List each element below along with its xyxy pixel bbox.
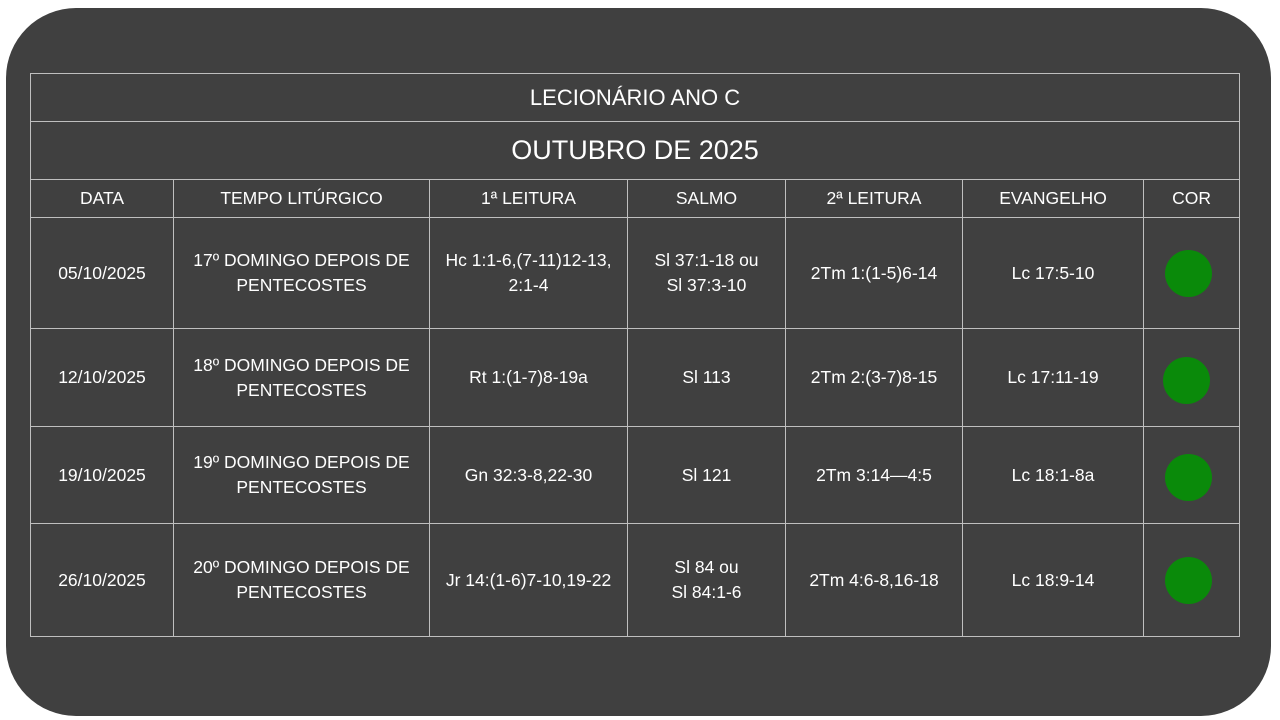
season-line: PENTECOSTES [236, 582, 367, 602]
header-row [31, 180, 1240, 218]
header-color: COR [1144, 180, 1240, 218]
season-line: PENTECOSTES [236, 379, 367, 400]
header-date: DATA [31, 180, 174, 218]
season-cell [174, 329, 430, 427]
table-row [31, 524, 1240, 637]
season-cell [174, 524, 430, 637]
table-row [31, 427, 1240, 524]
month-row [31, 122, 1240, 180]
header-first-reading: 1ª LEITURA [430, 180, 628, 218]
date-cell: 26/10/2025 [31, 524, 174, 637]
first-reading-cell [430, 329, 628, 427]
second-reading-cell: 2Tm 4:6-8,16-18 [786, 524, 963, 637]
psalm-line: Sl 113 [682, 367, 731, 387]
color-cell [1144, 329, 1240, 427]
psalm-cell [628, 427, 786, 524]
liturgical-color-dot [1165, 250, 1212, 297]
season-cell [174, 427, 430, 524]
psalm-line: Sl 84:1-6 [671, 582, 742, 602]
psalm-cell [628, 218, 786, 329]
color-cell [1144, 524, 1240, 637]
liturgical-color-dot [1163, 357, 1210, 404]
second-reading-cell: 2Tm 2:(3-7)8-15 [786, 329, 963, 427]
first-reading-line: 2:1-4 [508, 275, 549, 295]
psalm-line: Sl 84 ou [674, 557, 739, 577]
season-line: PENTECOSTES [236, 275, 367, 295]
psalm-line: Sl 37:1-18 ou [654, 250, 759, 270]
season-cell [174, 218, 430, 329]
table-row [31, 329, 1240, 427]
table-title: LECIONÁRIO ANO C [31, 74, 1240, 122]
first-reading-line: Hc 1:1-6,(7-11)12-13, [445, 250, 612, 270]
first-reading-cell [430, 427, 628, 524]
title-row [31, 74, 1240, 122]
first-reading-line: Jr 14:(1-6)7-10,19-22 [445, 569, 612, 590]
date-cell: 05/10/2025 [31, 218, 174, 329]
first-reading-cell [430, 218, 628, 329]
gospel-cell: Lc 17:5-10 [963, 218, 1144, 329]
date-cell: 12/10/2025 [31, 329, 174, 427]
season-line: 19º DOMINGO DEPOIS DE [193, 452, 410, 472]
gospel-cell: Lc 17:11-19 [963, 329, 1144, 427]
season-line: 17º DOMINGO DEPOIS DE [193, 250, 410, 270]
header-season: TEMPO LITÚRGICO [174, 180, 430, 218]
first-reading-cell [430, 524, 628, 637]
liturgical-color-dot [1165, 454, 1212, 501]
month-title: OUTUBRO DE 2025 [31, 122, 1240, 180]
psalm-line: Sl 37:3-10 [666, 275, 747, 295]
first-reading-line: Rt 1:(1-7)8-19a [469, 367, 588, 387]
liturgical-color-dot [1165, 557, 1212, 604]
season-line: 18º DOMINGO DEPOIS DE [193, 354, 410, 375]
date-cell: 19/10/2025 [31, 427, 174, 524]
table-row [31, 218, 1240, 329]
psalm-line: Sl 121 [681, 464, 732, 485]
header-gospel: EVANGELHO [963, 180, 1144, 218]
psalm-cell [628, 524, 786, 637]
color-cell [1144, 218, 1240, 329]
second-reading-cell: 2Tm 3:14—4:5 [786, 427, 963, 524]
season-line: 20º DOMINGO DEPOIS DE [193, 557, 410, 577]
header-psalm: SALMO [628, 180, 786, 218]
first-reading-line: Gn 32:3-8,22-30 [464, 464, 593, 485]
color-cell [1144, 427, 1240, 524]
header-second-reading: 2ª LEITURA [786, 180, 963, 218]
lectionary-table [30, 73, 1240, 637]
psalm-cell [628, 329, 786, 427]
gospel-cell: Lc 18:9-14 [963, 524, 1144, 637]
second-reading-cell: 2Tm 1:(1-5)6-14 [786, 218, 963, 329]
season-line: PENTECOSTES [236, 477, 367, 497]
gospel-cell: Lc 18:1-8a [963, 427, 1144, 524]
